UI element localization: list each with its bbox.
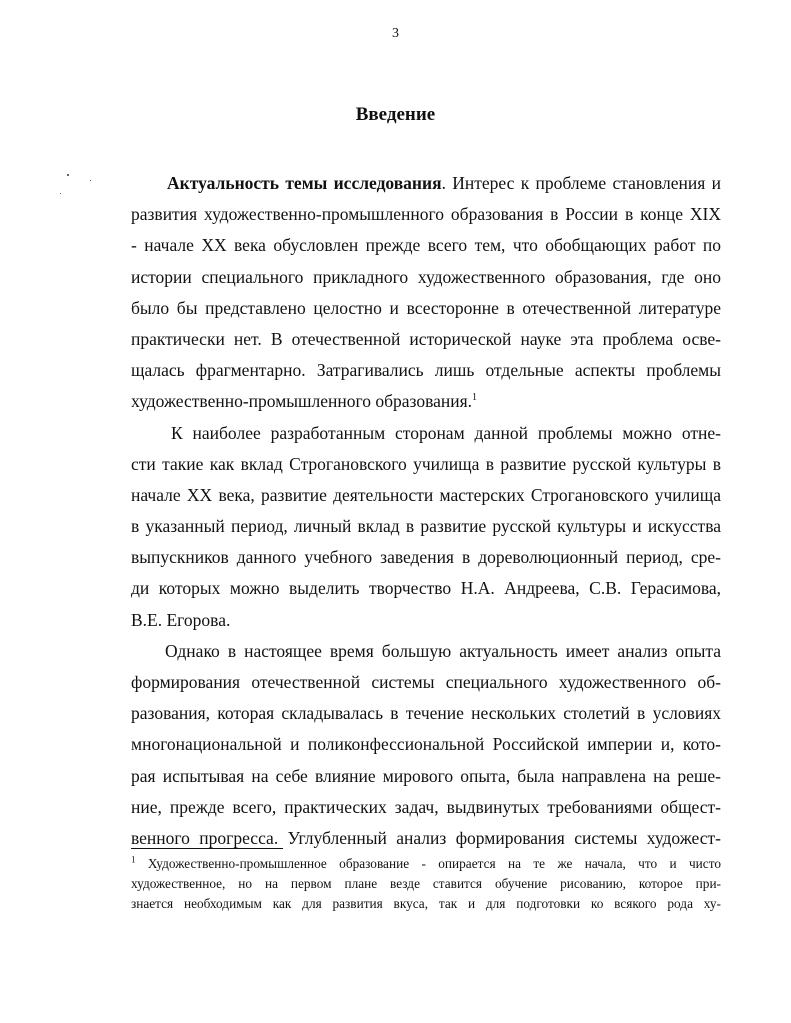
paragraph-line: практически нет. В отечественной исторической науке эта проблема осве- <box>131 328 721 349</box>
paragraph-line: в указанный период, личный вклад в развитие русской культуры и искусства <box>131 516 721 537</box>
paragraph-line <box>131 386 721 417</box>
paragraph-line: выпускников данного учебного заведения в дореволюционный период, сре- <box>131 547 721 568</box>
line-text: . Интерес к проблеме становления и <box>441 173 721 193</box>
footnote-line: художественное, но на первом плане везде ставится обучение рисованию, которое при- <box>131 876 721 891</box>
paragraph-line: сти такие как вклад Строгановского училища в развитие русской культуры в <box>131 453 721 474</box>
paragraph-line: было бы представлено целостно и всесторонне в отечественной литературе <box>131 297 721 318</box>
footnote-marker: 1 <box>131 854 136 865</box>
line-text: художественно-промышленного образования. <box>131 391 473 412</box>
line-text: Художественно-промышленное образование - опирается на те же начала, что и чисто <box>147 856 721 871</box>
lead-phrase: Актуальность темы исследования <box>167 173 442 193</box>
page-number: 3 <box>392 26 399 41</box>
paragraph-line: рая испытывая на себе влияние мирового опыта, была направлена на реше- <box>131 765 721 786</box>
paragraph-line: - начале XX века обусловлен прежде всего тем, что обобщающих работ по <box>131 235 721 256</box>
footnote <box>131 854 721 914</box>
footnote-line <box>131 854 721 874</box>
footnote-separator <box>131 848 283 849</box>
paragraph-line: развития художественно-промышленного образования в России в конце XIX <box>131 204 721 225</box>
scan-speck <box>90 180 91 181</box>
scan-speck <box>67 174 69 176</box>
paragraph-line <box>131 168 721 199</box>
page-title: Введение <box>355 104 436 125</box>
paragraph-line: разования, которая складывалась в течение нескольких столетий в условиях <box>131 703 721 724</box>
paragraph-line: ние, прежде всего, практических задач, выдвинутых требованиями общест- <box>131 796 721 817</box>
paragraph-line: многонациональной и поликонфессиональной Российской империи и, кото- <box>131 734 721 755</box>
paragraph-line: ди которых можно выделить творчество Н.А. Андреева, С.В. Герасимова, <box>131 578 721 599</box>
paragraph-line: Однако в настоящее время большую актуальность имеет анализ опыта <box>165 640 721 661</box>
body-text <box>131 168 721 854</box>
paragraph-line: В.Е. Егорова. <box>131 609 231 630</box>
paragraph-line: истории специального прикладного художественного образования, где оно <box>131 266 721 287</box>
paragraph-line: К наиболее разработанным сторонам данной проблемы можно отне- <box>171 422 721 443</box>
scan-speck <box>60 193 61 194</box>
paragraph-line: начале XX века, развитие деятельности мастерских Строгановского училища <box>131 484 721 505</box>
footnote-line: знается необходимым как для развития вкуса, так и для подготовки ко всякого рода ху- <box>131 896 721 911</box>
paragraph-line: венного прогресса. Углубленный анализ формирования системы художест- <box>131 827 721 848</box>
footnote-reference[interactable]: 1 <box>472 392 478 404</box>
paragraph-line: формирования отечественной системы специального художественного об- <box>131 672 721 692</box>
paragraph-line: щалась фрагментарно. Затрагивались лишь отдельные аспекты проблемы <box>131 360 721 381</box>
